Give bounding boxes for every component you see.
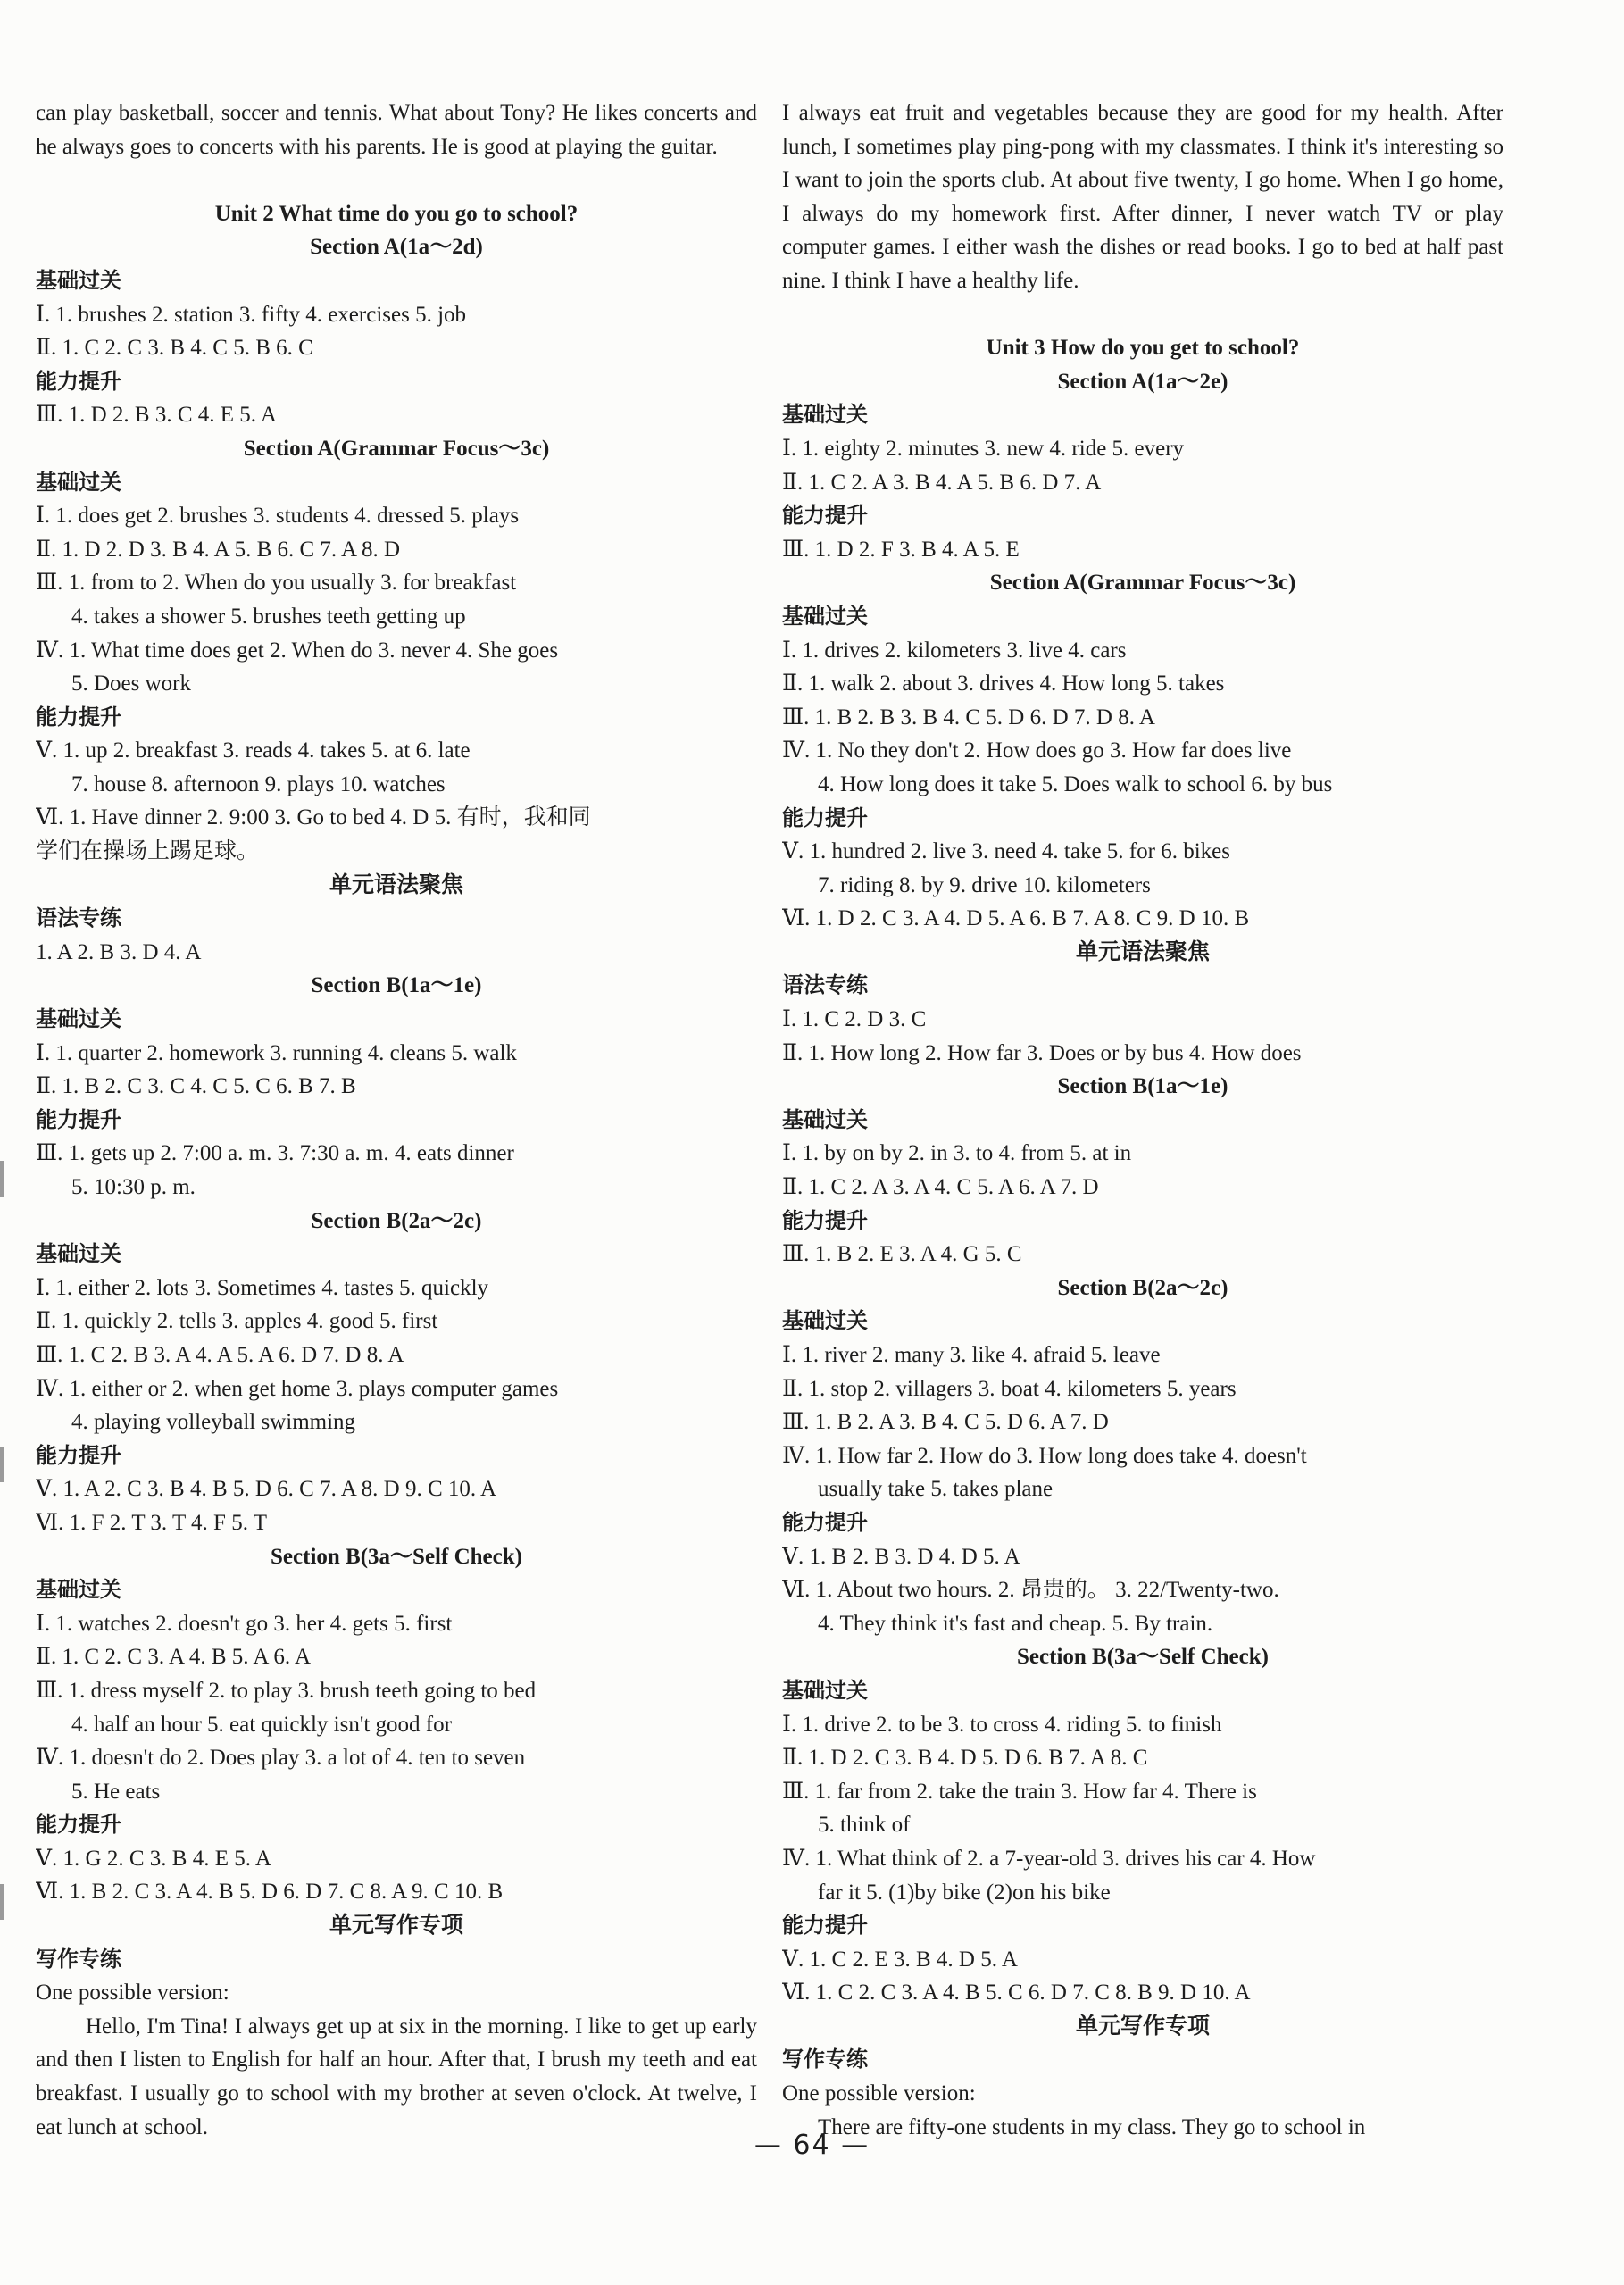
category-heading: 基础过关	[36, 1006, 121, 1032]
answer-line: 4. half an hour 5. eat quickly isn't good for	[71, 1712, 452, 1737]
category-heading: 基础过关	[782, 1677, 868, 1703]
category-heading: 能力提升	[36, 1106, 121, 1132]
answer-line: Ⅱ. 1. quickly 2. tells 3. apples 4. good 5. first	[36, 1309, 438, 1334]
answer-line: Ⅱ. 1. C 2. C 3. A 4. B 5. A 6. A	[36, 1645, 312, 1670]
category-heading: 基础过关	[782, 402, 868, 428]
answer-line: Ⅳ. 1. doesn't do 2. Does play 3. a lot of 4. ten to seven	[36, 1746, 526, 1771]
left-column	[36, 96, 757, 2144]
category-heading: 能力提升	[782, 1509, 868, 1535]
answer-line: Ⅲ. 1. D 2. F 3. B 4. A 5. E	[782, 537, 1020, 562]
category-heading: 基础过关	[36, 1241, 121, 1267]
answer-line: Ⅰ. 1. drives 2. kilometers 3. live 4. cars	[782, 638, 1127, 663]
essay-paragraph: Hello, I'm Tina! I always get up at six in the morning. I like to get up early and then I listen to English for half an hour. After that, I brush my teeth and eat breakfast. I usually go to school with my brother at seven o'clock. At twelve, I eat lunch at school.	[36, 2014, 757, 2139]
essay-continued: I always eat fruit and vegetables because they are good for my health. After lunch, I sometimes play ping-pong with my classmates. I think it's interesting so I want to join the sports club. At about five twenty, I go home. When I go home, I always do my homework first. After dinner, I never watch TV or play computer games. I either wash the dishes or read books. I go to bed at half past nine. I think I have a healthy life.	[782, 101, 1503, 293]
answer-line: Ⅰ. 1. does get 2. brushes 3. students 4. dressed 5. plays	[36, 504, 520, 529]
answer-line: Ⅵ. 1. B 2. C 3. A 4. B 5. D 6. D 7. C 8. A 9. C 10. B	[36, 1880, 504, 1905]
answer-line: 5. Does work	[71, 671, 192, 696]
answer-line: Ⅳ. 1. How far 2. How do 3. How long does take 4. doesn't	[782, 1443, 1307, 1468]
answer-line: Ⅳ. 1. either or 2. when get home 3. plays computer games	[36, 1376, 559, 1401]
section-title: 单元语法聚焦	[329, 872, 463, 897]
answer-line: 4. They think it's fast and cheap. 5. By train.	[818, 1611, 1213, 1636]
binding-edge-mark	[0, 1884, 4, 1920]
section-title: Section B(2a～2c)	[311, 1208, 482, 1233]
answer-line: 7. house 8. afternoon 9. plays 10. watches	[71, 771, 446, 796]
section-title: Section A(1a～2e)	[1057, 369, 1228, 394]
category-heading: 基础过关	[36, 1577, 121, 1603]
answer-line: 4. takes a shower 5. brushes teeth getting up	[71, 604, 466, 629]
section-title: Section A(Grammar Focus～3c)	[989, 571, 1296, 596]
answer-line: Ⅳ. 1. No they don't 2. How does go 3. How far does live	[782, 738, 1292, 763]
section-title: Section B(2a～2c)	[1057, 1275, 1228, 1300]
answer-line: Ⅴ. 1. G 2. C 3. B 4. E 5. A	[36, 1846, 271, 1871]
category-heading: 能力提升	[782, 1207, 868, 1233]
section-title: Section B(3a～Self Check)	[271, 1544, 522, 1569]
answer-line: Ⅴ. 1. C 2. E 3. B 4. D 5. A	[782, 1947, 1018, 1972]
section-title: Section B(3a～Self Check)	[1017, 1645, 1269, 1670]
answer-line: Ⅲ. 1. dress myself 2. to play 3. brush teeth going to bed	[36, 1678, 537, 1703]
section-title: 单元写作专项	[1075, 2014, 1210, 2039]
answer-line: Ⅲ. 1. B 2. E 3. A 4. G 5. C	[782, 1242, 1022, 1267]
answer-line: Ⅰ. 1. eighty 2. minutes 3. new 4. ride 5. every	[782, 436, 1185, 461]
answer-line: far it 5. (1)by bike (2)on his bike	[818, 1880, 1111, 1905]
answer-line: Ⅱ. 1. C 2. C 3. B 4. C 5. B 6. C	[36, 336, 313, 361]
answer-line: 4. playing volleyball swimming	[71, 1410, 356, 1435]
category-heading: 语法专练	[782, 972, 868, 998]
answer-line: Ⅲ. 1. B 2. A 3. B 4. C 5. D 6. A 7. D	[782, 1410, 1109, 1435]
answer-line: Ⅰ. 1. quarter 2. homework 3. running 4. cleans 5. walk	[36, 1040, 517, 1065]
answer-line: Ⅰ. 1. brushes 2. station 3. fifty 4. exercises 5. job	[36, 302, 467, 327]
answer-line: Ⅱ. 1. C 2. A 3. A 4. C 5. A 6. A 7. D	[782, 1175, 1099, 1200]
page-number: — 64 —	[754, 2130, 870, 2161]
section-title: Section B(1a～1e)	[311, 973, 482, 998]
answer-line: Ⅱ. 1. C 2. A 3. B 4. A 5. B 6. D 7. A	[782, 470, 1102, 495]
answer-line: Ⅰ. 1. C 2. D 3. C	[782, 1007, 927, 1032]
answer-line: Ⅵ. 1. C 2. C 3. A 4. B 5. C 6. D 7. C 8. B 9. D 10. A	[782, 1981, 1251, 2006]
answer-line: Ⅲ. 1. far from 2. take the train 3. How far 4. There is	[782, 1779, 1257, 1804]
answer-line: Ⅲ. 1. from to 2. When do you usually 3. for breakfast	[36, 571, 517, 596]
category-heading: 语法专练	[36, 905, 121, 931]
answer-line: Ⅴ. 1. hundred 2. live 3. need 4. take 5. for 6. bikes	[782, 839, 1230, 864]
category-heading: 基础过关	[782, 1106, 868, 1132]
version-label: One possible version:	[782, 2081, 976, 2106]
answer-line: 5. 10:30 p. m.	[71, 1175, 196, 1200]
unit-title: Unit 3 How do you get to school?	[986, 336, 1300, 361]
answer-line: Ⅰ. 1. by on by 2. in 3. to 4. from 5. at in	[782, 1141, 1132, 1166]
answer-line: Ⅰ. 1. river 2. many 3. like 4. afraid 5. leave	[782, 1343, 1161, 1367]
answer-line: 7. riding 8. by 9. drive 10. kilometers	[818, 872, 1151, 897]
category-heading: 基础过关	[782, 603, 868, 629]
answer-line: Ⅳ. 1. What time does get 2. When do 3. never 4. She goes	[36, 638, 559, 663]
category-heading: 写作专练	[782, 2047, 868, 2072]
answer-line: 5. think of	[818, 1813, 911, 1838]
category-heading: 基础过关	[36, 267, 121, 293]
answer-line: Ⅱ. 1. How long 2. How far 3. Does or by bus 4. How does	[782, 1040, 1302, 1065]
category-heading: 能力提升	[782, 1913, 868, 1939]
answer-line: Ⅱ. 1. stop 2. villagers 3. boat 4. kilometers 5. years	[782, 1376, 1237, 1401]
answer-line: Ⅱ. 1. D 2. D 3. B 4. A 5. B 6. C 7. A 8. D	[36, 537, 401, 562]
category-heading: 能力提升	[36, 704, 121, 730]
category-heading: 能力提升	[782, 503, 868, 529]
category-heading: 能力提升	[36, 1812, 121, 1838]
version-label: One possible version:	[36, 1981, 229, 2006]
right-column	[782, 96, 1503, 2144]
answer-line: Ⅲ. 1. D 2. B 3. C 4. E 5. A	[36, 403, 277, 428]
answer-line: Ⅰ. 1. drive 2. to be 3. to cross 4. riding 5. to finish	[782, 1712, 1222, 1737]
category-heading: 写作专练	[36, 1946, 121, 1972]
answer-line: Ⅴ. 1. A 2. C 3. B 4. B 5. D 6. C 7. A 8. D 9. C 10. A	[36, 1477, 497, 1502]
answer-line: Ⅱ. 1. walk 2. about 3. drives 4. How long 5. takes	[782, 671, 1225, 696]
category-heading: 能力提升	[36, 1442, 121, 1468]
answer-line: Ⅰ. 1. watches 2. doesn't go 3. her 4. gets 5. first	[36, 1611, 453, 1636]
answer-line: Ⅰ. 1. either 2. lots 3. Sometimes 4. tastes 5. quickly	[36, 1275, 489, 1300]
answer-line: Ⅴ. 1. up 2. breakfast 3. reads 4. takes 5. at 6. late	[36, 738, 471, 763]
category-heading: 能力提升	[782, 805, 868, 830]
answer-line: 1. A 2. B 3. D 4. A	[36, 939, 202, 964]
answer-line: Ⅴ. 1. B 2. B 3. D 4. D 5. A	[782, 1544, 1020, 1569]
category-heading: 基础过关	[782, 1308, 868, 1334]
section-title: Section A(Grammar Focus～3c)	[243, 436, 550, 461]
answer-line: Ⅳ. 1. What think of 2. a 7-year-old 3. drives his car 4. How	[782, 1846, 1316, 1871]
essay-start: There are fifty-one students in my class. They go to school in	[818, 2114, 1366, 2139]
intro-paragraph: can play basketball, soccer and tennis. What about Tony? He likes concerts and he always goes to concerts with his parents. He is good at playing the guitar.	[36, 101, 757, 159]
answer-line: Ⅲ. 1. gets up 2. 7:00 a. m. 3. 7:30 a. m. 4. eats dinner	[36, 1141, 514, 1166]
answer-line: Ⅵ. 1. Have dinner 2. 9:00 3. Go to bed 4. D 5. 有时，我和同	[36, 805, 591, 830]
section-title: 单元写作专项	[329, 1914, 463, 1939]
answer-line: Ⅵ. 1. F 2. T 3. T 4. F 5. T	[36, 1510, 268, 1535]
answer-line: 4. How long does it take 5. Does walk to school 6. by bus	[818, 771, 1333, 796]
binding-edge-mark	[0, 1447, 4, 1482]
answer-line: Ⅱ. 1. D 2. C 3. B 4. D 5. D 6. B 7. A 8. C	[782, 1746, 1148, 1771]
answer-line: Ⅱ. 1. B 2. C 3. C 4. C 5. C 6. B 7. B	[36, 1074, 356, 1099]
section-title: Section A(1a～2d)	[310, 235, 483, 260]
answer-line: usually take 5. takes plane	[818, 1477, 1054, 1502]
category-heading: 基础过关	[36, 469, 121, 495]
binding-edge-mark	[0, 1161, 4, 1197]
answer-line: Ⅲ. 1. C 2. B 3. A 4. A 5. A 6. D 7. D 8. A	[36, 1342, 404, 1367]
answer-line: Ⅵ. 1. About two hours. 2. 昂贵的。 3. 22/Twenty-two.	[782, 1578, 1279, 1603]
answer-line: Ⅵ. 1. D 2. C 3. A 4. D 5. A 6. B 7. A 8. C 9. D 10. B	[782, 906, 1250, 931]
unit-title: Unit 2 What time do you go to school?	[214, 201, 579, 226]
answer-line: 5. He eats	[71, 1779, 161, 1804]
category-heading: 能力提升	[36, 368, 121, 394]
section-title: 单元语法聚焦	[1075, 939, 1210, 964]
answer-line: 学们在操场上踢足球。	[36, 839, 260, 864]
answer-line: Ⅲ. 1. B 2. B 3. B 4. C 5. D 6. D 7. D 8. A	[782, 705, 1155, 730]
section-title: Section B(1a～1e)	[1057, 1074, 1228, 1099]
